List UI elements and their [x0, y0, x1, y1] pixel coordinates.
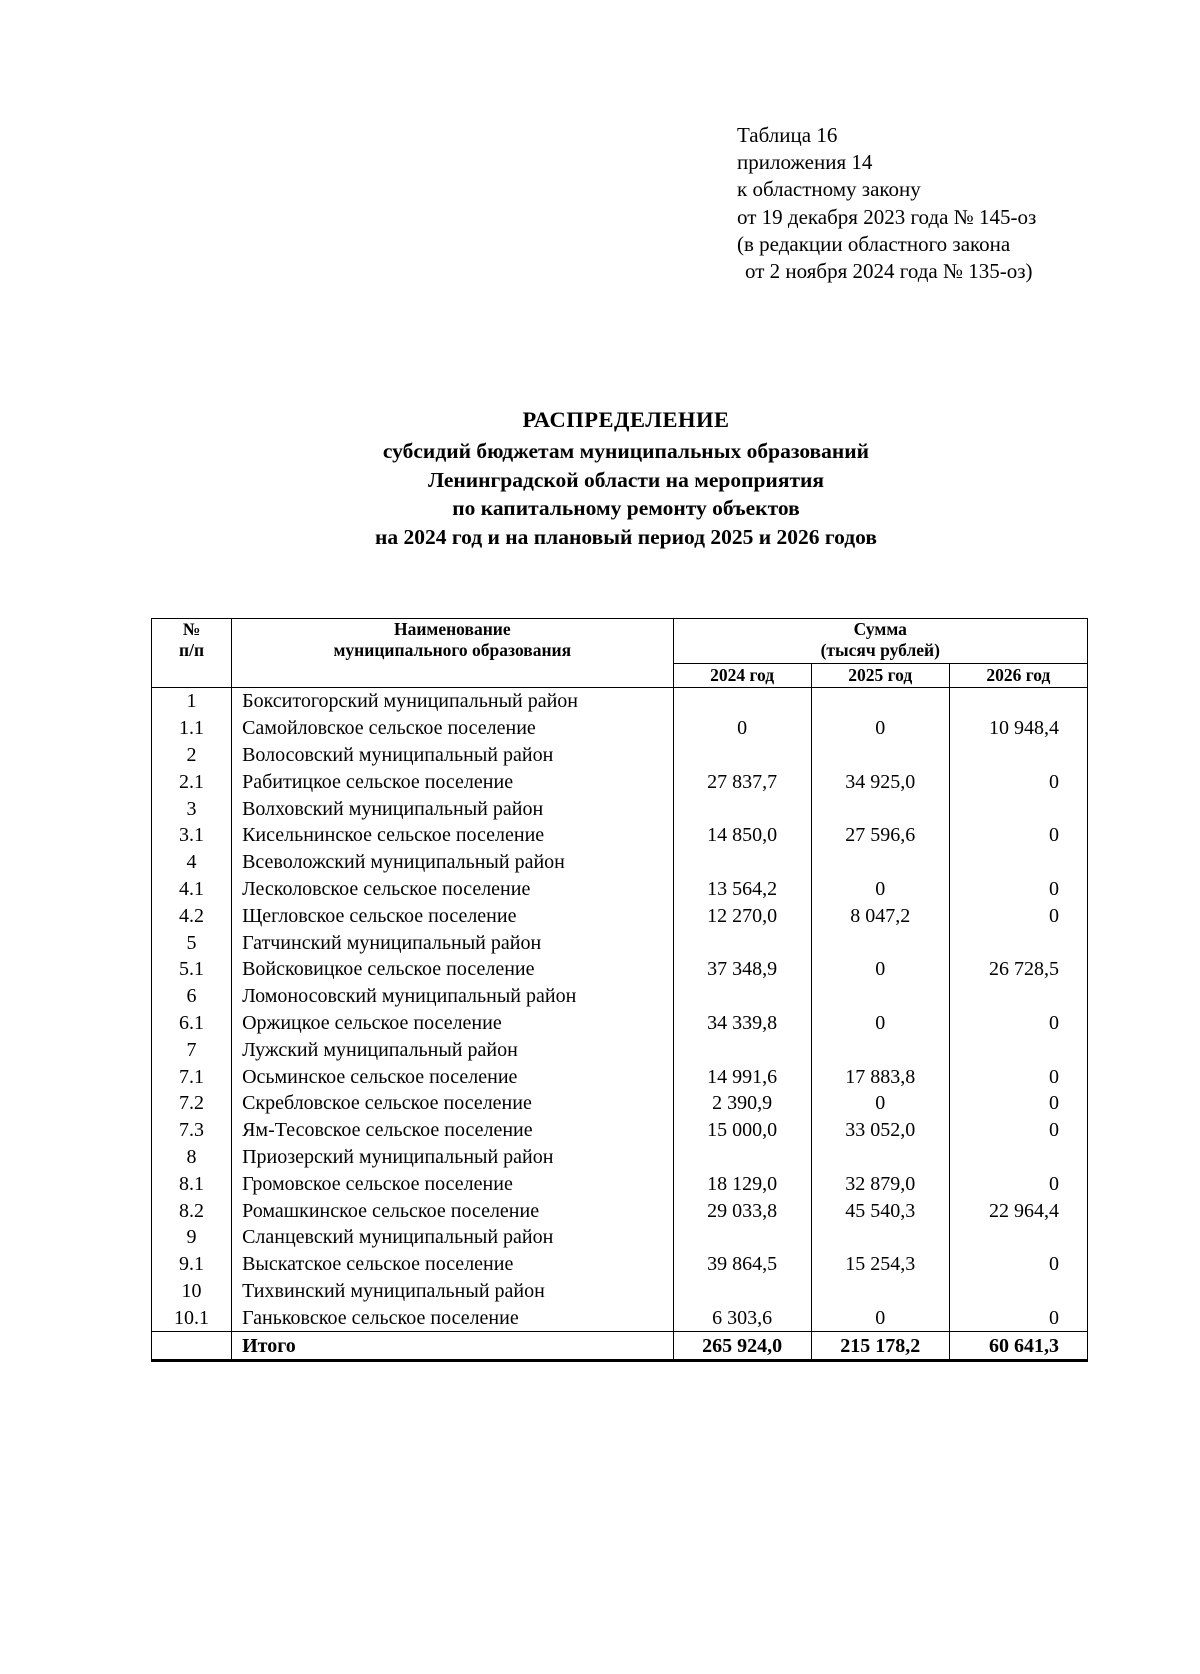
row-value-2026: 0 — [949, 1170, 1087, 1197]
row-number: 4 — [152, 849, 232, 876]
row-name: Рабитицкое сельское поселение — [232, 768, 673, 795]
title-line: на 2024 год и на плановый период 2025 и 2026 годов — [375, 525, 877, 550]
row-number: 7.1 — [152, 1063, 232, 1090]
row-name: Войсковицкое сельское поселение — [232, 956, 673, 983]
row-value-2025 — [811, 1144, 949, 1171]
row-value-2024: 39 864,5 — [673, 1251, 811, 1278]
header-year-2024: 2024 год — [673, 664, 811, 688]
header-line: приложения 14 — [737, 150, 873, 175]
row-name: Волховский муниципальный район — [232, 795, 673, 822]
row-number: 7 — [152, 1036, 232, 1063]
row-number: 3.1 — [152, 822, 232, 849]
row-number: 10 — [152, 1278, 232, 1305]
total-label: Итого — [232, 1332, 673, 1361]
row-value-2024: 2 390,9 — [673, 1090, 811, 1117]
table-row — [152, 929, 1088, 956]
row-value-2026: 22 964,4 — [949, 1197, 1087, 1224]
row-value-2025: 0 — [811, 1304, 949, 1331]
total-number-cell — [152, 1332, 232, 1361]
row-name: Осьминское сельское поселение — [232, 1063, 673, 1090]
row-value-2024: 18 129,0 — [673, 1170, 811, 1197]
row-value-2025: 15 254,3 — [811, 1251, 949, 1278]
row-value-2025 — [811, 1036, 949, 1063]
header-line: к областному закону — [737, 177, 921, 202]
row-value-2024: 12 270,0 — [673, 902, 811, 929]
row-name: Приозерский муниципальный район — [232, 1144, 673, 1171]
row-number: 8 — [152, 1144, 232, 1171]
row-value-2024 — [673, 1224, 811, 1251]
table-row — [152, 768, 1088, 795]
row-number: 1.1 — [152, 715, 232, 742]
row-value-2026 — [949, 983, 1087, 1010]
header-col-number-line: п/п — [179, 640, 205, 660]
row-value-2026: 0 — [949, 1090, 1087, 1117]
table-row — [152, 902, 1088, 929]
title-line: Ленинградской области на мероприятия — [427, 467, 825, 492]
table-row — [152, 849, 1088, 876]
row-value-2026: 0 — [949, 1010, 1087, 1037]
row-name: Самойловское сельское поселение — [232, 715, 673, 742]
row-value-2025 — [811, 929, 949, 956]
header-col-number — [152, 619, 232, 688]
row-name: Тихвинский муниципальный район — [232, 1278, 673, 1305]
row-name: Ромашкинское сельское поселение — [232, 1197, 673, 1224]
table-row — [152, 1117, 1088, 1144]
row-value-2025: 17 883,8 — [811, 1063, 949, 1090]
row-value-2026: 26 728,5 — [949, 956, 1087, 983]
table-row — [152, 876, 1088, 903]
row-value-2024 — [673, 1144, 811, 1171]
row-value-2024 — [673, 983, 811, 1010]
row-name: Ям-Тесовское сельское поселение — [232, 1117, 673, 1144]
row-number: 9.1 — [152, 1251, 232, 1278]
table-row — [152, 1036, 1088, 1063]
row-value-2024: 34 339,8 — [673, 1010, 811, 1037]
row-value-2025: 34 925,0 — [811, 768, 949, 795]
row-number: 3 — [152, 795, 232, 822]
row-value-2024: 27 837,7 — [673, 768, 811, 795]
row-value-2025: 27 596,6 — [811, 822, 949, 849]
table-row — [152, 1144, 1088, 1171]
header-line: Таблица 16 — [737, 123, 838, 147]
row-name: Ломоносовский муниципальный район — [232, 983, 673, 1010]
table-row — [152, 1278, 1088, 1305]
row-value-2024: 29 033,8 — [673, 1197, 811, 1224]
row-number: 5 — [152, 929, 232, 956]
row-value-2025 — [811, 742, 949, 769]
row-value-2025 — [811, 795, 949, 822]
header-col-name — [232, 619, 673, 688]
row-value-2024: 14 991,6 — [673, 1063, 811, 1090]
row-value-2026: 0 — [949, 876, 1087, 903]
total-2024: 265 924,0 — [673, 1332, 811, 1361]
row-value-2025 — [811, 688, 949, 715]
row-value-2025: 0 — [811, 1010, 949, 1037]
row-value-2024: 15 000,0 — [673, 1117, 811, 1144]
row-number: 9 — [152, 1224, 232, 1251]
row-value-2026: 0 — [949, 902, 1087, 929]
row-value-2026: 0 — [949, 1304, 1087, 1331]
table-row — [152, 688, 1088, 715]
row-value-2024: 13 564,2 — [673, 876, 811, 903]
table-row — [152, 983, 1088, 1010]
row-value-2026: 0 — [949, 822, 1087, 849]
row-value-2026 — [949, 1224, 1087, 1251]
row-value-2026: 0 — [949, 1063, 1087, 1090]
row-number: 1 — [152, 688, 232, 715]
header-line: от 19 декабря 2023 года № 145-оз — [737, 204, 1037, 229]
row-number: 6.1 — [152, 1010, 232, 1037]
header-line: (в редакции областного закона — [737, 231, 1011, 256]
table-row — [152, 1010, 1088, 1037]
row-value-2025: 8 047,2 — [811, 902, 949, 929]
table-row — [152, 1090, 1088, 1117]
row-value-2026 — [949, 742, 1087, 769]
row-value-2026 — [949, 929, 1087, 956]
row-number: 2.1 — [152, 768, 232, 795]
total-2026: 60 641,3 — [949, 1332, 1087, 1361]
row-value-2026 — [949, 795, 1087, 822]
row-value-2024: 6 303,6 — [673, 1304, 811, 1331]
row-number: 10.1 — [152, 1304, 232, 1331]
row-number: 8.1 — [152, 1170, 232, 1197]
row-number: 7.2 — [152, 1090, 232, 1117]
title-main: РАСПРЕДЕЛЕНИЕ — [522, 407, 730, 432]
row-value-2024 — [673, 795, 811, 822]
table-row — [152, 1063, 1088, 1090]
row-value-2025: 0 — [811, 715, 949, 742]
header-col-name-line: Наименование — [393, 619, 511, 639]
row-value-2025: 33 052,0 — [811, 1117, 949, 1144]
row-number: 8.2 — [152, 1197, 232, 1224]
header-year-2026: 2026 год — [949, 664, 1087, 688]
row-name: Кисельнинское сельское поселение — [232, 822, 673, 849]
header-col-number-line: № — [182, 619, 201, 639]
row-value-2024: 0 — [673, 715, 811, 742]
total-row — [152, 1332, 1088, 1361]
table-row — [152, 1251, 1088, 1278]
row-name: Волосовский муниципальный район — [232, 742, 673, 769]
row-name: Ганьковское сельское поселение — [232, 1304, 673, 1331]
table-row — [152, 742, 1088, 769]
row-value-2024: 37 348,9 — [673, 956, 811, 983]
table-row — [152, 715, 1088, 742]
row-value-2026 — [949, 849, 1087, 876]
header-col-sum-line: (тысяч рублей) — [820, 640, 940, 660]
row-value-2024 — [673, 1036, 811, 1063]
row-name: Щегловское сельское поселение — [232, 902, 673, 929]
row-number: 2 — [152, 742, 232, 769]
document-title — [0, 406, 1200, 552]
row-name: Лесколовское сельское поселение — [232, 876, 673, 903]
header-line: от 2 ноября 2024 года № 135-оз) — [745, 259, 1033, 284]
header-col-sum-line: Сумма — [853, 619, 907, 639]
row-name: Лужский муниципальный район — [232, 1036, 673, 1063]
row-value-2025: 0 — [811, 1090, 949, 1117]
appendix-header — [737, 122, 1036, 285]
total-2025: 215 178,2 — [811, 1332, 949, 1361]
row-value-2024 — [673, 1278, 811, 1305]
row-number: 4.2 — [152, 902, 232, 929]
row-value-2026: 10 948,4 — [949, 715, 1087, 742]
row-value-2024: 14 850,0 — [673, 822, 811, 849]
table-row — [152, 1170, 1088, 1197]
title-line: субсидий бюджетам муниципальных образований — [382, 438, 870, 463]
row-name: Сланцевский муниципальный район — [232, 1224, 673, 1251]
row-name: Бокситогорский муниципальный район — [232, 688, 673, 715]
row-number: 4.1 — [152, 876, 232, 903]
row-name: Скребловское сельское поселение — [232, 1090, 673, 1117]
row-value-2024 — [673, 742, 811, 769]
row-value-2026: 0 — [949, 1251, 1087, 1278]
row-value-2025 — [811, 849, 949, 876]
row-value-2026: 0 — [949, 768, 1087, 795]
title-line: по капитальному ремонту объектов — [452, 496, 800, 521]
row-name: Гатчинский муниципальный район — [232, 929, 673, 956]
row-number: 6 — [152, 983, 232, 1010]
header-col-name-line: муниципального образования — [333, 640, 572, 660]
row-value-2025 — [811, 1278, 949, 1305]
row-value-2026: 0 — [949, 1117, 1087, 1144]
row-value-2025 — [811, 1224, 949, 1251]
subsidy-table — [151, 618, 1088, 1362]
row-value-2026 — [949, 1278, 1087, 1305]
row-value-2025 — [811, 983, 949, 1010]
row-value-2025: 0 — [811, 956, 949, 983]
row-name: Оржицкое сельское поселение — [232, 1010, 673, 1037]
header-year-2025: 2025 год — [811, 664, 949, 688]
row-value-2025: 0 — [811, 876, 949, 903]
row-name: Громовское сельское поселение — [232, 1170, 673, 1197]
row-value-2026 — [949, 1036, 1087, 1063]
table-row — [152, 822, 1088, 849]
row-name: Всеволожский муниципальный район — [232, 849, 673, 876]
row-value-2024 — [673, 929, 811, 956]
row-name: Выскатское сельское поселение — [232, 1251, 673, 1278]
table-row — [152, 1197, 1088, 1224]
row-value-2026 — [949, 688, 1087, 715]
row-value-2025: 45 540,3 — [811, 1197, 949, 1224]
table-row — [152, 956, 1088, 983]
table-row — [152, 795, 1088, 822]
table-row — [152, 1224, 1088, 1251]
row-number: 5.1 — [152, 956, 232, 983]
row-value-2026 — [949, 1144, 1087, 1171]
row-value-2025: 32 879,0 — [811, 1170, 949, 1197]
row-number: 7.3 — [152, 1117, 232, 1144]
table-row — [152, 1304, 1088, 1331]
header-col-sum — [673, 619, 1087, 664]
row-value-2024 — [673, 688, 811, 715]
row-value-2024 — [673, 849, 811, 876]
